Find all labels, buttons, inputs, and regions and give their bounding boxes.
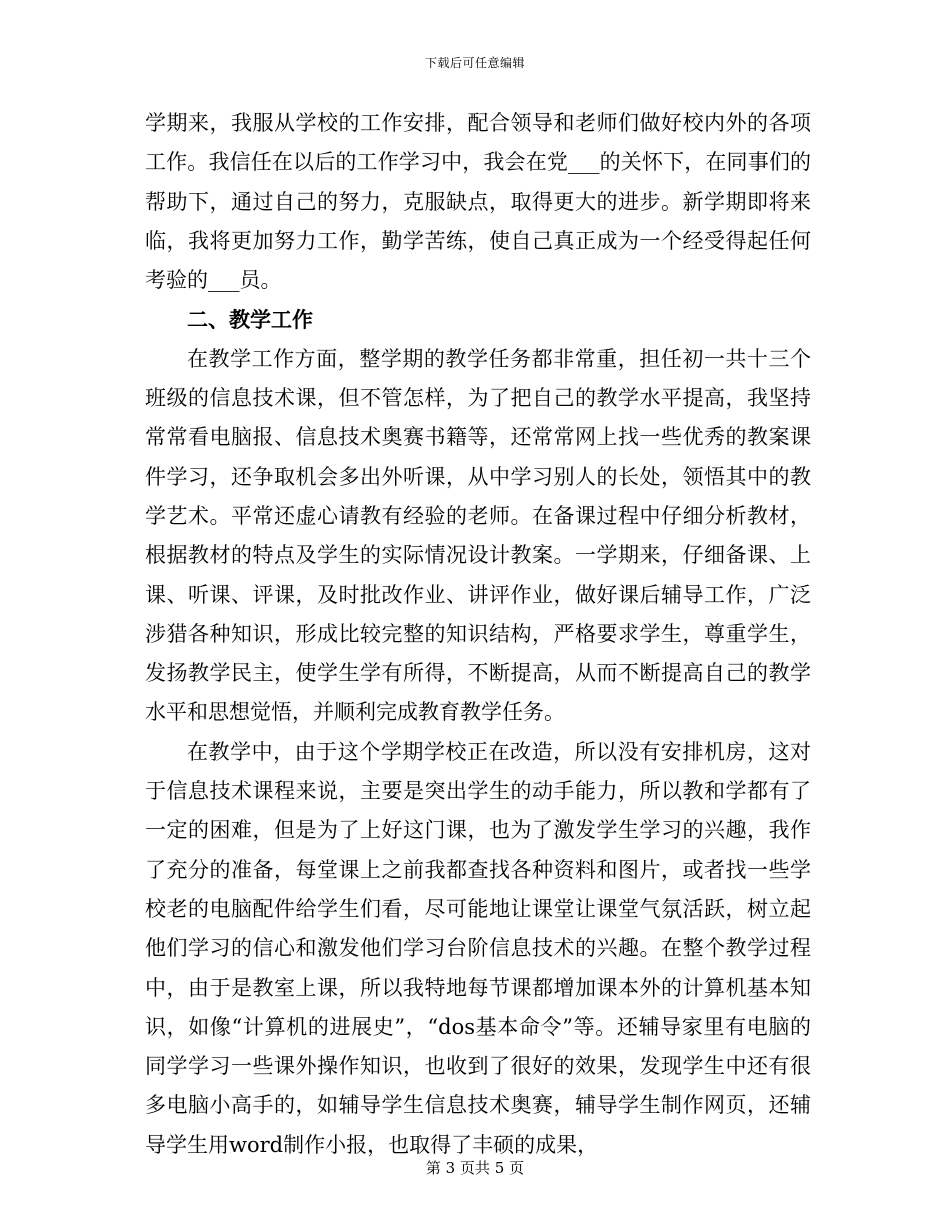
section-heading-teaching: 二、教学工作 bbox=[187, 307, 313, 333]
paragraph-2: 在教学工作方面，整学期的教学任务都非常重，担任初一共十三个班级的信息技术课，但不管怎样，为了把自己的教学水平提高，我坚持常常看电脑报、信息技术奥赛书籍等，还常常网上找一些优秀的教案课件学习，还争取机会多出外听课，从中学习别人的长处，领悟其中的教学艺术。平常还虚心请教有经验的老师。在备课过程中仔细分析教材，根据教材的特点及学生的实际情况设计教案。一学期来，仔细备课、上课、听课、评课，及时批改作业、讲评作业，做好课后辅导工作，广泛涉猎各种知识，形成比较完整的知识结构，严格要求学生，尊重学生，发扬教学民主，使学生学有所得，不断提高，从而不断提高自己的教学水平和思想觉悟，并顺利完成教育教学任务。 bbox=[145, 346, 811, 725]
document-body bbox=[145, 104, 811, 1165]
page-footer: 第 3 页共 5 页 bbox=[425, 1159, 525, 1177]
paragraph-1: 学期来，我服从学校的工作安排，配合领导和老师们做好校内外的各项工作。我信任在以后的工作学习中，我会在党___的关怀下，在同事们的帮助下，通过自己的努力，克服缺点，取得更大的进步。新学期即将来临，我将更加努力工作，勤学苦练，使自己真正成为一个经受得起任何考验的___员。 bbox=[145, 111, 811, 293]
paragraph-3: 在教学中，由于这个学期学校正在改造，所以没有安排机房，这对于信息技术课程来说，主要是突出学生的动手能力，所以教和学都有了一定的困难，但是为了上好这门课，也为了激发学生学习的兴趣，我作了充分的准备，每堂课上之前我都查找各种资料和图片，或者找一些学校老的电脑配件给学生们看，尽可能地让课堂让课堂气氛活跃，树立起他们学习的信心和激发他们学习台阶信息技术的兴趣。在整个教学过程中，由于是教室上课，所以我特地每节课都增加课本外的计算机基本知识，如像“计算机的进展史”，“dos基本命令”等。还辅导家里有电脑的同学学习一些课外操作知识，也收到了很好的效果，发现学生中还有很多电脑小高手的，如辅导学生信息技术奥赛，辅导学生制作网页，还辅导学生用word制作小报，也取得了丰硕的成果， bbox=[145, 739, 811, 1157]
page-header: 下载后可任意编辑 bbox=[424, 56, 525, 70]
